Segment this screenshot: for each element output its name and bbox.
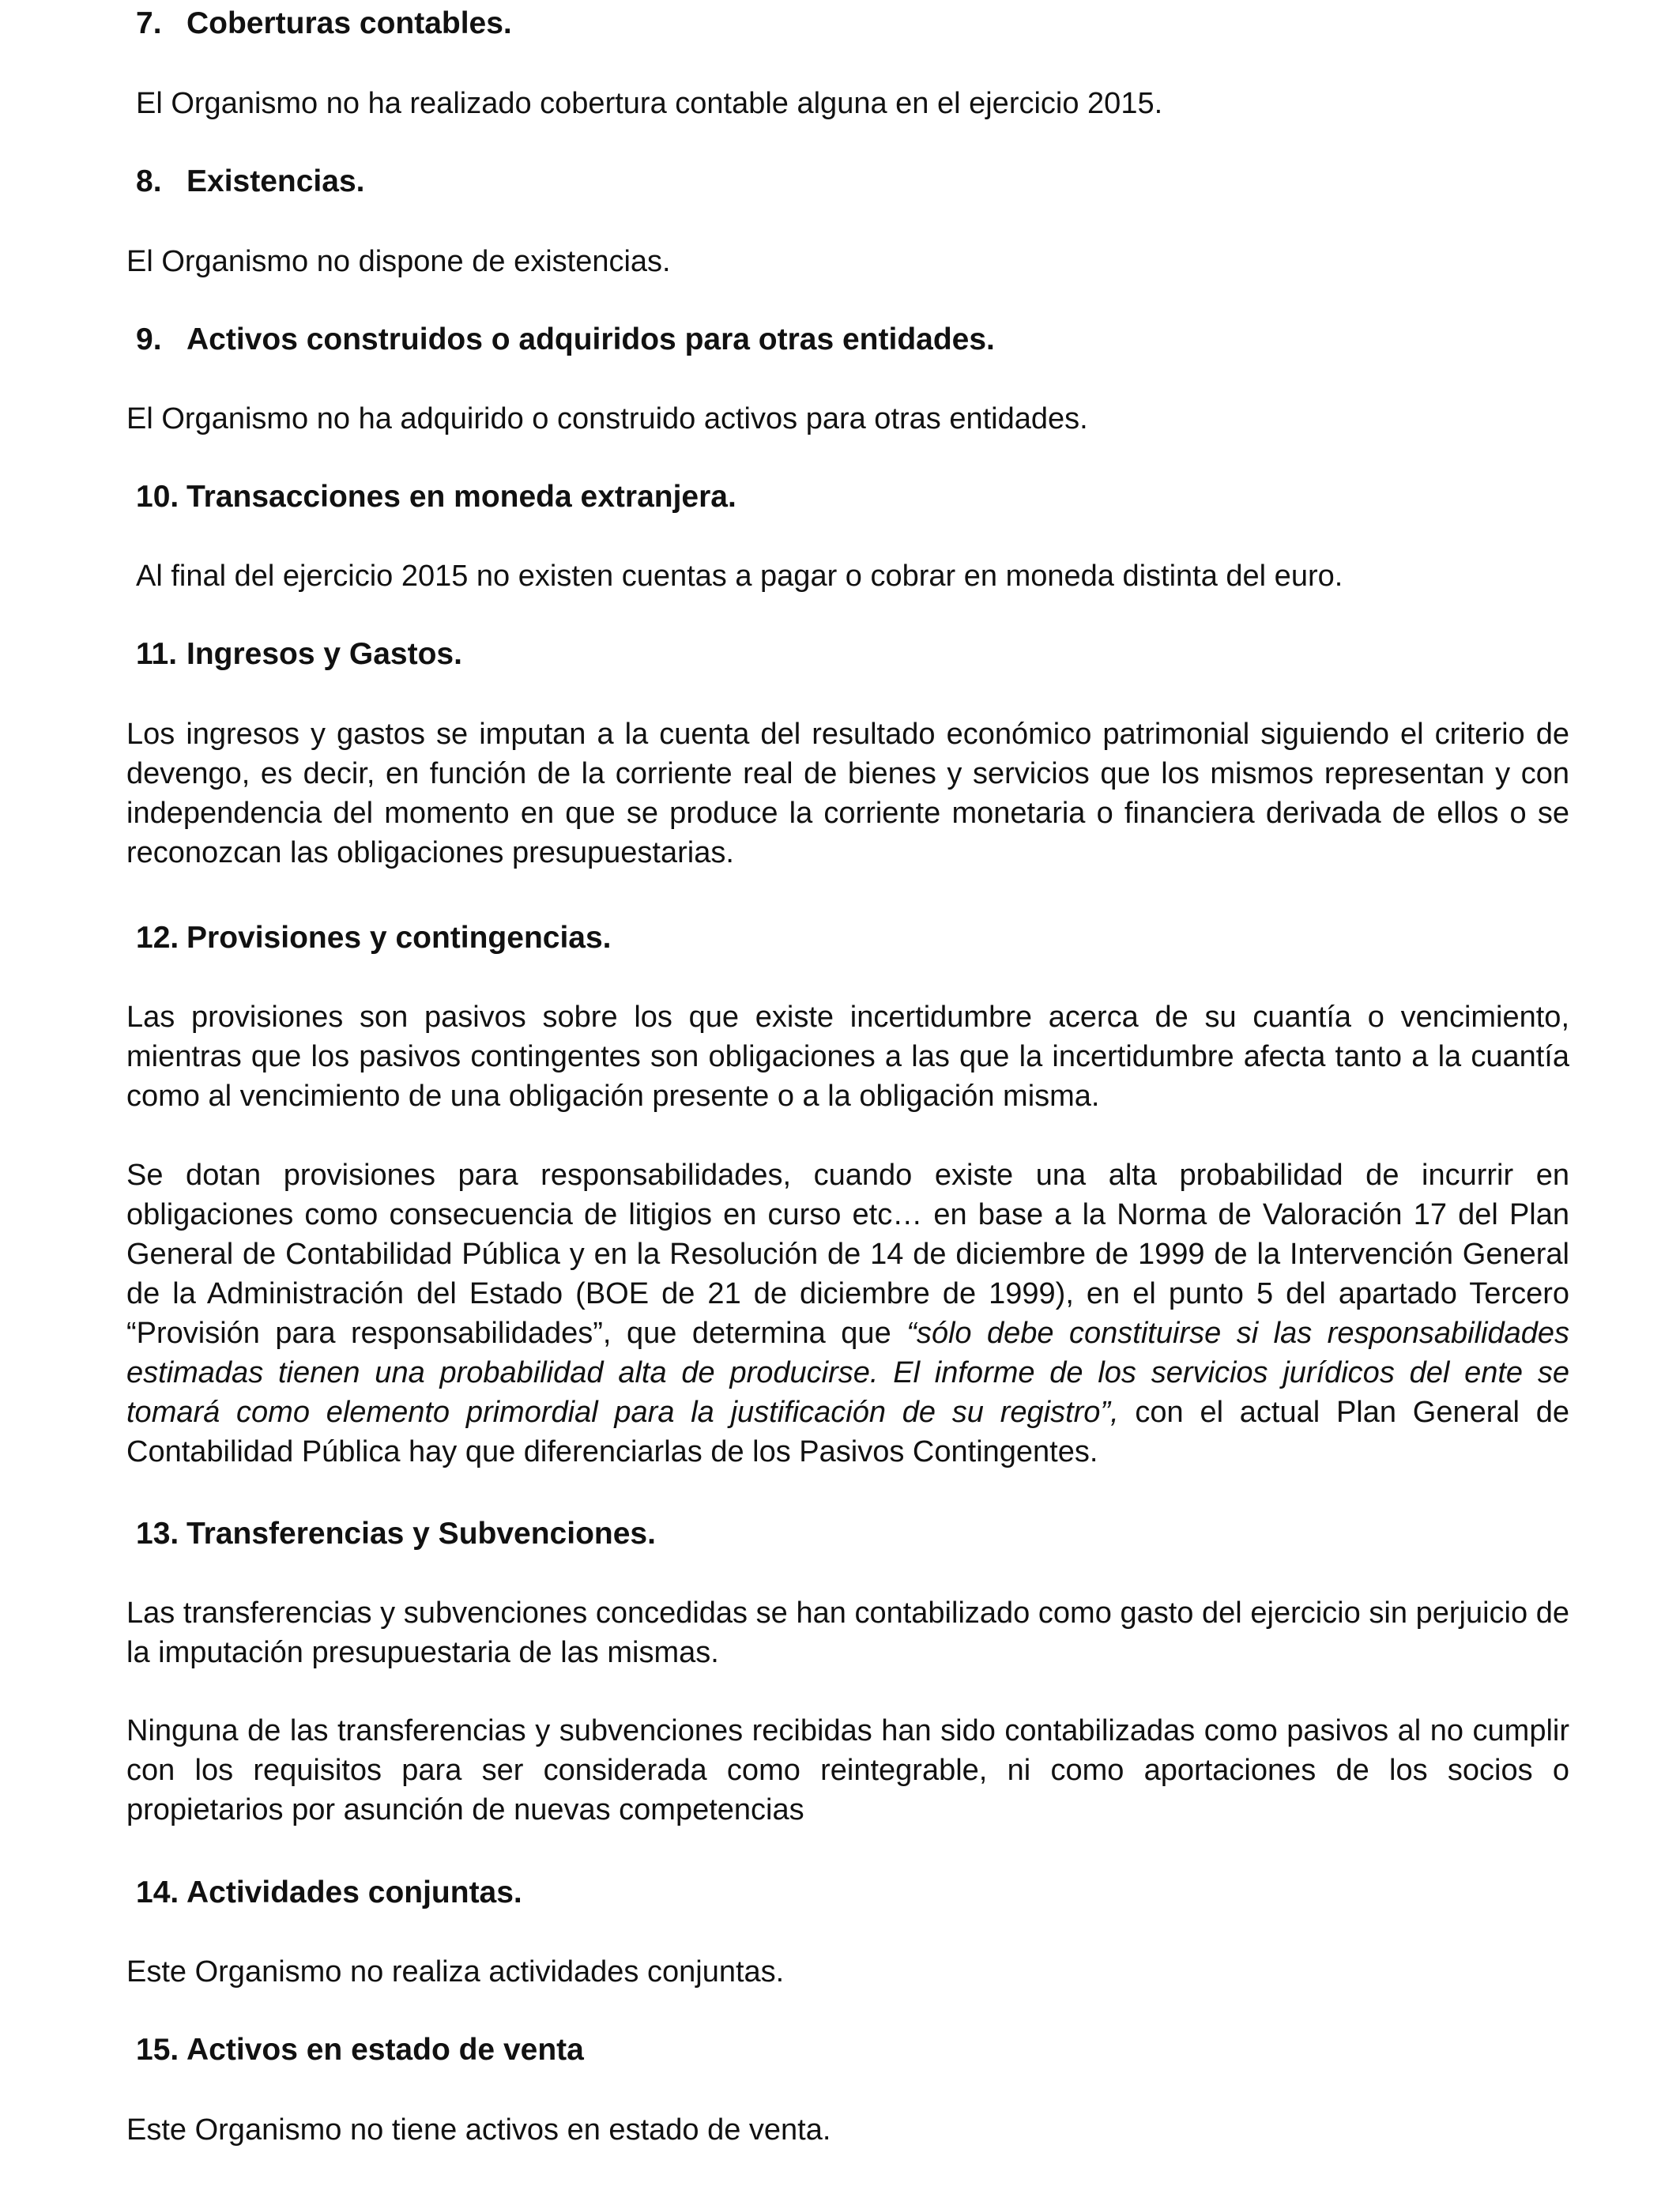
- section-heading-7: [136, 5, 512, 43]
- paragraph: Ninguna de las transferencias y subvenciones recibidas han sido contabilizadas como pasivos al no cumplir con los requisitos para ser considerada como reintegrable, ni como aportaciones de los socios o propietarios por asunción de nuevas competencias: [126, 1714, 1569, 1826]
- paragraph: El Organismo no dispone de existencias.: [126, 245, 671, 278]
- section-title: Activos construidos o adquiridos para otras entidades.: [186, 322, 995, 356]
- section-title: Coberturas contables.: [186, 6, 512, 40]
- section-title: Activos en estado de venta: [186, 2033, 584, 2067]
- paragraph-text: con el actual Plan General de Contabilidad Pública hay que diferenciarlas de los Pasivos Contingentes.: [126, 1396, 1570, 1468]
- paragraph: Este Organismo no realiza actividades conjuntas.: [126, 1955, 785, 1989]
- section-number: 11.: [136, 637, 178, 671]
- section-title: Transacciones en moneda extranjera.: [186, 480, 736, 514]
- section-number: 7.: [136, 6, 162, 40]
- section-heading-12: [136, 919, 612, 957]
- paragraph: Los ingresos y gastos se imputan a la cuenta del resultado económico patrimonial siguiendo el criterio de devengo, es decir, en función de la corriente real de bienes y servicios que los mismos representan y con independencia del momento en que se produce la corriente monetaria o financiera derivada de ellos o se reconozcan las obligaciones presupuestarias.: [126, 718, 1569, 869]
- quoted-italic-text: “sólo debe constituirse si las responsabilidades estimadas tienen una probabilidad alta de producirse. El informe de los servicios jurídicos del ente se tomará como elemento primordial para la justificación de su registro”,: [126, 1317, 1570, 1429]
- section-number: 12.: [136, 921, 179, 955]
- section-number: 13.: [136, 1517, 179, 1551]
- section-title: Ingresos y Gastos.: [186, 637, 462, 671]
- paragraph: Las transferencias y subvenciones concedidas se han contabilizado como gasto del ejercicio sin perjuicio de la imputación presupuestaria de las mismas.: [126, 1596, 1569, 1669]
- section-number: 9.: [136, 322, 162, 356]
- section-heading-9: [136, 321, 995, 359]
- paragraph: Al final del ejercicio 2015 no existen cuentas a pagar o cobrar en moneda distinta del euro.: [136, 560, 1343, 593]
- paragraph-provisiones-detail: [126, 1155, 1569, 1472]
- section-heading-11: [136, 635, 462, 673]
- section-heading-14: [136, 1874, 522, 1912]
- section-number: 15.: [136, 2033, 179, 2067]
- paragraph: El Organismo no ha realizado cobertura contable alguna en el ejercicio 2015.: [136, 87, 1163, 120]
- section-title: Actividades conjuntas.: [186, 1875, 522, 1909]
- section-number: 8.: [136, 164, 162, 198]
- paragraph-text: Se dotan provisiones para responsabilidades, cuando existe una alta probabilidad de incurrir en obligaciones como consecuencia de litigios en curso etc… en base a la Norma de Valoración 17 del Plan General de Contabilidad Pública y en la Resolución de 14 de diciembre de 1999 de la Intervención General de la Administración del Estado (BOE de 21 de diciembre de 1999), en el punto 5 del apartado Tercero “Provisión para responsabilidades”, que determina que: [126, 1159, 1569, 1350]
- paragraph: El Organismo no ha adquirido o construido activos para otras entidades.: [126, 402, 1088, 435]
- section-heading-15: [136, 2031, 584, 2069]
- section-heading-13: [136, 1515, 656, 1553]
- paragraph: Las provisiones son pasivos sobre los que existe incertidumbre acerca de su cuantía o vencimiento, mientras que los pasivos contingentes son obligaciones a las que la incertidumbre afecta tanto a la cuantía como al vencimiento de una obligación presente o a la obligación misma.: [126, 1001, 1569, 1113]
- section-number: 14.: [136, 1875, 179, 1909]
- section-number: 10.: [136, 480, 179, 514]
- paragraph: Este Organismo no tiene activos en estado de venta.: [126, 2113, 831, 2147]
- section-title: Provisiones y contingencias.: [186, 921, 612, 955]
- section-title: Existencias.: [186, 164, 365, 198]
- section-heading-8: [136, 163, 364, 201]
- section-heading-10: [136, 478, 736, 516]
- section-title: Transferencias y Subvenciones.: [186, 1517, 656, 1551]
